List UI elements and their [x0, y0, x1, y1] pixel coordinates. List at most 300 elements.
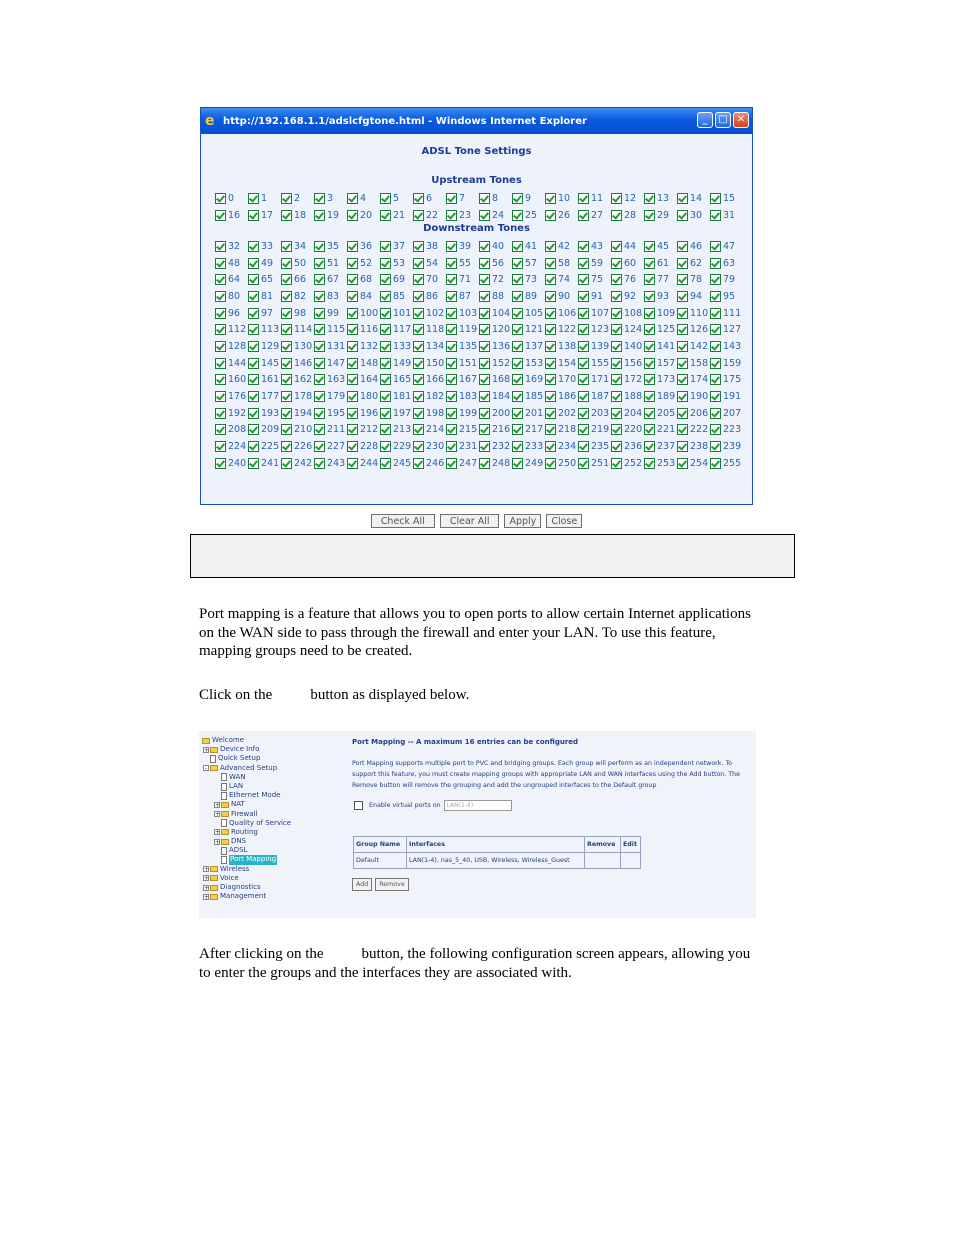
- tone-checkbox-238[interactable]: [677, 441, 688, 452]
- tree-item-management[interactable]: [202, 892, 291, 901]
- tone-checkbox-218[interactable]: [545, 424, 556, 435]
- tone-checkbox-191[interactable]: [710, 391, 721, 402]
- tone-checkbox-37[interactable]: [380, 241, 391, 252]
- tone-checkbox-103[interactable]: [446, 308, 457, 319]
- tone-checkbox-30[interactable]: [677, 210, 688, 221]
- tree-item-dns[interactable]: [202, 837, 291, 846]
- tone-170[interactable]: [545, 372, 578, 389]
- tone-36[interactable]: [347, 238, 380, 255]
- tone-186[interactable]: [545, 388, 578, 405]
- tone-239[interactable]: [710, 438, 743, 455]
- tone-checkbox-1[interactable]: [248, 193, 259, 204]
- tone-checkbox-163[interactable]: [314, 374, 325, 385]
- tone-58[interactable]: [545, 255, 578, 272]
- tone-checkbox-195[interactable]: [314, 408, 325, 419]
- tone-checkbox-79[interactable]: [710, 274, 721, 285]
- tone-checkbox-112[interactable]: [215, 324, 226, 335]
- tone-210[interactable]: [281, 422, 314, 439]
- tone-49[interactable]: [248, 255, 281, 272]
- tone-197[interactable]: [380, 405, 413, 422]
- tone-103[interactable]: [446, 305, 479, 322]
- tone-77[interactable]: [644, 271, 677, 288]
- clear-all-button[interactable]: Clear All: [440, 514, 500, 528]
- tone-169[interactable]: [512, 372, 545, 389]
- tone-checkbox-155[interactable]: [578, 358, 589, 369]
- expand-icon[interactable]: +: [215, 838, 221, 846]
- tone-16[interactable]: [215, 207, 248, 224]
- tone-checkbox-160[interactable]: [215, 374, 226, 385]
- tone-222[interactable]: [677, 422, 710, 439]
- tone-230[interactable]: [413, 438, 446, 455]
- tone-209[interactable]: [248, 422, 281, 439]
- tone-102[interactable]: [413, 305, 446, 322]
- apply-button[interactable]: Apply: [504, 514, 541, 528]
- tone-checkbox-182[interactable]: [413, 391, 424, 402]
- tone-158[interactable]: [677, 355, 710, 372]
- tone-checkbox-157[interactable]: [644, 358, 655, 369]
- tone-checkbox-9[interactable]: [512, 193, 523, 204]
- tone-checkbox-151[interactable]: [446, 358, 457, 369]
- tone-107[interactable]: [578, 305, 611, 322]
- tone-231[interactable]: [446, 438, 479, 455]
- tone-checkbox-224[interactable]: [215, 441, 226, 452]
- tone-checkbox-235[interactable]: [578, 441, 589, 452]
- tone-checkbox-44[interactable]: [611, 241, 622, 252]
- tone-checkbox-161[interactable]: [248, 374, 259, 385]
- tone-30[interactable]: [677, 207, 710, 224]
- tone-43[interactable]: [578, 238, 611, 255]
- tone-checkbox-217[interactable]: [512, 424, 523, 435]
- tone-checkbox-213[interactable]: [380, 424, 391, 435]
- tone-checkbox-13[interactable]: [644, 193, 655, 204]
- tone-193[interactable]: [248, 405, 281, 422]
- tone-checkbox-236[interactable]: [611, 441, 622, 452]
- tone-checkbox-113[interactable]: [248, 324, 259, 335]
- tone-checkbox-198[interactable]: [413, 408, 424, 419]
- tone-checkbox-199[interactable]: [446, 408, 457, 419]
- tone-251[interactable]: [578, 455, 611, 472]
- tone-54[interactable]: [413, 255, 446, 272]
- tone-109[interactable]: [644, 305, 677, 322]
- tone-checkbox-8[interactable]: [479, 193, 490, 204]
- tone-checkbox-14[interactable]: [677, 193, 688, 204]
- remove-button[interactable]: Remove: [375, 878, 409, 891]
- tone-226[interactable]: [281, 438, 314, 455]
- tone-checkbox-249[interactable]: [512, 458, 523, 469]
- tone-162[interactable]: [281, 372, 314, 389]
- tone-checkbox-230[interactable]: [413, 441, 424, 452]
- tone-45[interactable]: [644, 238, 677, 255]
- tone-checkbox-210[interactable]: [281, 424, 292, 435]
- expand-icon[interactable]: +: [204, 866, 210, 874]
- tone-checkbox-234[interactable]: [545, 441, 556, 452]
- tone-checkbox-250[interactable]: [545, 458, 556, 469]
- tone-checkbox-131[interactable]: [314, 341, 325, 352]
- tone-checkbox-56[interactable]: [479, 258, 490, 269]
- tone-156[interactable]: [611, 355, 644, 372]
- tone-checkbox-114[interactable]: [281, 324, 292, 335]
- tone-checkbox-57[interactable]: [512, 258, 523, 269]
- tone-47[interactable]: [710, 238, 743, 255]
- tone-195[interactable]: [314, 405, 347, 422]
- tone-checkbox-90[interactable]: [545, 291, 556, 302]
- tone-checkbox-71[interactable]: [446, 274, 457, 285]
- expand-icon[interactable]: +: [204, 884, 210, 892]
- tone-checkbox-23[interactable]: [446, 210, 457, 221]
- tone-126[interactable]: [677, 321, 710, 338]
- tone-137[interactable]: [512, 338, 545, 355]
- tone-188[interactable]: [611, 388, 644, 405]
- tone-checkbox-223[interactable]: [710, 424, 721, 435]
- tone-checkbox-28[interactable]: [611, 210, 622, 221]
- tone-9[interactable]: [512, 190, 545, 207]
- tone-199[interactable]: [446, 405, 479, 422]
- tone-118[interactable]: [413, 321, 446, 338]
- tone-99[interactable]: [314, 305, 347, 322]
- tone-checkbox-134[interactable]: [413, 341, 424, 352]
- tone-61[interactable]: [644, 255, 677, 272]
- tone-25[interactable]: [512, 207, 545, 224]
- tone-checkbox-190[interactable]: [677, 391, 688, 402]
- tone-160[interactable]: [215, 372, 248, 389]
- tone-checkbox-143[interactable]: [710, 341, 721, 352]
- tone-checkbox-179[interactable]: [314, 391, 325, 402]
- tone-checkbox-162[interactable]: [281, 374, 292, 385]
- tone-22[interactable]: [413, 207, 446, 224]
- tone-checkbox-77[interactable]: [644, 274, 655, 285]
- tone-48[interactable]: [215, 255, 248, 272]
- tone-81[interactable]: [248, 288, 281, 305]
- tone-119[interactable]: [446, 321, 479, 338]
- tone-237[interactable]: [644, 438, 677, 455]
- tree-item-adsl[interactable]: [202, 846, 291, 855]
- tone-205[interactable]: [644, 405, 677, 422]
- tone-checkbox-3[interactable]: [314, 193, 325, 204]
- tone-219[interactable]: [578, 422, 611, 439]
- tone-154[interactable]: [545, 355, 578, 372]
- tone-100[interactable]: [347, 305, 380, 322]
- tone-223[interactable]: [710, 422, 743, 439]
- tree-item-firewall[interactable]: [202, 810, 291, 819]
- tone-127[interactable]: [710, 321, 743, 338]
- tone-checkbox-133[interactable]: [380, 341, 391, 352]
- tone-63[interactable]: [710, 255, 743, 272]
- tone-checkbox-138[interactable]: [545, 341, 556, 352]
- tone-56[interactable]: [479, 255, 512, 272]
- tone-254[interactable]: [677, 455, 710, 472]
- tone-68[interactable]: [347, 271, 380, 288]
- tone-218[interactable]: [545, 422, 578, 439]
- tone-checkbox-61[interactable]: [644, 258, 655, 269]
- tone-checkbox-149[interactable]: [380, 358, 391, 369]
- tone-checkbox-122[interactable]: [545, 324, 556, 335]
- tone-35[interactable]: [314, 238, 347, 255]
- tone-checkbox-231[interactable]: [446, 441, 457, 452]
- expand-icon[interactable]: +: [215, 801, 221, 809]
- tone-65[interactable]: [248, 271, 281, 288]
- tone-checkbox-118[interactable]: [413, 324, 424, 335]
- tone-15[interactable]: [710, 190, 743, 207]
- tone-132[interactable]: [347, 338, 380, 355]
- tone-148[interactable]: [347, 355, 380, 372]
- tone-229[interactable]: [380, 438, 413, 455]
- tone-26[interactable]: [545, 207, 578, 224]
- tone-105[interactable]: [512, 305, 545, 322]
- expand-icon[interactable]: +: [215, 829, 221, 837]
- tone-checkbox-170[interactable]: [545, 374, 556, 385]
- tone-29[interactable]: [644, 207, 677, 224]
- tone-checkbox-99[interactable]: [314, 308, 325, 319]
- tone-checkbox-101[interactable]: [380, 308, 391, 319]
- tone-3[interactable]: [314, 190, 347, 207]
- tone-checkbox-144[interactable]: [215, 358, 226, 369]
- tone-checkbox-68[interactable]: [347, 274, 358, 285]
- tone-checkbox-168[interactable]: [479, 374, 490, 385]
- tone-235[interactable]: [578, 438, 611, 455]
- tone-checkbox-233[interactable]: [512, 441, 523, 452]
- tone-89[interactable]: [512, 288, 545, 305]
- tone-checkbox-153[interactable]: [512, 358, 523, 369]
- tone-checkbox-15[interactable]: [710, 193, 721, 204]
- tone-checkbox-172[interactable]: [611, 374, 622, 385]
- tone-64[interactable]: [215, 271, 248, 288]
- tree-item-welcome[interactable]: [202, 736, 291, 745]
- tone-28[interactable]: [611, 207, 644, 224]
- tone-checkbox-95[interactable]: [710, 291, 721, 302]
- expand-icon[interactable]: +: [215, 811, 221, 819]
- tone-checkbox-18[interactable]: [281, 210, 292, 221]
- tone-checkbox-20[interactable]: [347, 210, 358, 221]
- tone-144[interactable]: [215, 355, 248, 372]
- tone-checkbox-127[interactable]: [710, 324, 721, 335]
- tone-checkbox-58[interactable]: [545, 258, 556, 269]
- tone-91[interactable]: [578, 288, 611, 305]
- expand-icon[interactable]: -: [204, 765, 208, 773]
- tone-149[interactable]: [380, 355, 413, 372]
- tone-244[interactable]: [347, 455, 380, 472]
- tone-142[interactable]: [677, 338, 710, 355]
- tree-item-quality-of-service[interactable]: [202, 819, 291, 828]
- tone-140[interactable]: [611, 338, 644, 355]
- tone-checkbox-203[interactable]: [578, 408, 589, 419]
- tone-83[interactable]: [314, 288, 347, 305]
- tone-27[interactable]: [578, 207, 611, 224]
- tone-32[interactable]: [215, 238, 248, 255]
- tree-item-routing[interactable]: [202, 828, 291, 837]
- tone-78[interactable]: [677, 271, 710, 288]
- tone-152[interactable]: [479, 355, 512, 372]
- tone-147[interactable]: [314, 355, 347, 372]
- tone-checkbox-219[interactable]: [578, 424, 589, 435]
- tone-164[interactable]: [347, 372, 380, 389]
- tone-220[interactable]: [611, 422, 644, 439]
- tone-71[interactable]: [446, 271, 479, 288]
- tone-116[interactable]: [347, 321, 380, 338]
- tone-14[interactable]: [677, 190, 710, 207]
- tone-7[interactable]: [446, 190, 479, 207]
- tone-checkbox-176[interactable]: [215, 391, 226, 402]
- tone-114[interactable]: [281, 321, 314, 338]
- tone-203[interactable]: [578, 405, 611, 422]
- tone-98[interactable]: [281, 305, 314, 322]
- tone-243[interactable]: [314, 455, 347, 472]
- tone-233[interactable]: [512, 438, 545, 455]
- tone-checkbox-75[interactable]: [578, 274, 589, 285]
- tone-checkbox-187[interactable]: [578, 391, 589, 402]
- tone-39[interactable]: [446, 238, 479, 255]
- tone-252[interactable]: [611, 455, 644, 472]
- tone-38[interactable]: [413, 238, 446, 255]
- tone-checkbox-94[interactable]: [677, 291, 688, 302]
- tone-checkbox-156[interactable]: [611, 358, 622, 369]
- tone-checkbox-45[interactable]: [644, 241, 655, 252]
- tone-151[interactable]: [446, 355, 479, 372]
- tone-checkbox-96[interactable]: [215, 308, 226, 319]
- tone-161[interactable]: [248, 372, 281, 389]
- tone-checkbox-148[interactable]: [347, 358, 358, 369]
- tone-checkbox-145[interactable]: [248, 358, 259, 369]
- tone-checkbox-171[interactable]: [578, 374, 589, 385]
- tone-246[interactable]: [413, 455, 446, 472]
- tone-24[interactable]: [479, 207, 512, 224]
- tone-checkbox-104[interactable]: [479, 308, 490, 319]
- tone-202[interactable]: [545, 405, 578, 422]
- tone-checkbox-209[interactable]: [248, 424, 259, 435]
- tone-checkbox-167[interactable]: [446, 374, 457, 385]
- tone-157[interactable]: [644, 355, 677, 372]
- tone-checkbox-139[interactable]: [578, 341, 589, 352]
- tone-130[interactable]: [281, 338, 314, 355]
- tone-96[interactable]: [215, 305, 248, 322]
- tone-checkbox-110[interactable]: [677, 308, 688, 319]
- tone-2[interactable]: [281, 190, 314, 207]
- tone-checkbox-215[interactable]: [446, 424, 457, 435]
- tone-checkbox-4[interactable]: [347, 193, 358, 204]
- tone-checkbox-205[interactable]: [644, 408, 655, 419]
- close-icon[interactable]: ✕: [733, 112, 749, 128]
- tone-72[interactable]: [479, 271, 512, 288]
- tone-75[interactable]: [578, 271, 611, 288]
- tone-163[interactable]: [314, 372, 347, 389]
- tone-checkbox-48[interactable]: [215, 258, 226, 269]
- expand-icon[interactable]: +: [204, 893, 210, 901]
- expand-icon[interactable]: +: [204, 746, 210, 754]
- tone-215[interactable]: [446, 422, 479, 439]
- tone-94[interactable]: [677, 288, 710, 305]
- tone-74[interactable]: [545, 271, 578, 288]
- tone-checkbox-185[interactable]: [512, 391, 523, 402]
- tone-176[interactable]: [215, 388, 248, 405]
- tone-10[interactable]: [545, 190, 578, 207]
- tone-checkbox-216[interactable]: [479, 424, 490, 435]
- tone-checkbox-174[interactable]: [677, 374, 688, 385]
- tone-88[interactable]: [479, 288, 512, 305]
- tone-checkbox-150[interactable]: [413, 358, 424, 369]
- tone-checkbox-227[interactable]: [314, 441, 325, 452]
- tone-checkbox-239[interactable]: [710, 441, 721, 452]
- tone-165[interactable]: [380, 372, 413, 389]
- tone-checkbox-173[interactable]: [644, 374, 655, 385]
- tone-240[interactable]: [215, 455, 248, 472]
- tone-checkbox-196[interactable]: [347, 408, 358, 419]
- tree-item-wireless[interactable]: [202, 865, 291, 874]
- tone-checkbox-67[interactable]: [314, 274, 325, 285]
- tone-checkbox-100[interactable]: [347, 308, 358, 319]
- tone-46[interactable]: [677, 238, 710, 255]
- tone-90[interactable]: [545, 288, 578, 305]
- tone-166[interactable]: [413, 372, 446, 389]
- tone-checkbox-63[interactable]: [710, 258, 721, 269]
- tone-145[interactable]: [248, 355, 281, 372]
- tone-checkbox-165[interactable]: [380, 374, 391, 385]
- tone-200[interactable]: [479, 405, 512, 422]
- tone-checkbox-237[interactable]: [644, 441, 655, 452]
- tone-checkbox-225[interactable]: [248, 441, 259, 452]
- tone-189[interactable]: [644, 388, 677, 405]
- tone-checkbox-21[interactable]: [380, 210, 391, 221]
- tone-checkbox-254[interactable]: [677, 458, 688, 469]
- tone-checkbox-214[interactable]: [413, 424, 424, 435]
- tone-79[interactable]: [710, 271, 743, 288]
- tone-249[interactable]: [512, 455, 545, 472]
- tone-checkbox-74[interactable]: [545, 274, 556, 285]
- tree-item-diagnostics[interactable]: [202, 883, 291, 892]
- tone-208[interactable]: [215, 422, 248, 439]
- tone-checkbox-92[interactable]: [611, 291, 622, 302]
- tone-115[interactable]: [314, 321, 347, 338]
- tone-checkbox-51[interactable]: [314, 258, 325, 269]
- tree-item-port-mapping[interactable]: [202, 855, 291, 864]
- tone-227[interactable]: [314, 438, 347, 455]
- tone-192[interactable]: [215, 405, 248, 422]
- tone-checkbox-83[interactable]: [314, 291, 325, 302]
- tone-checkbox-39[interactable]: [446, 241, 457, 252]
- tone-checkbox-41[interactable]: [512, 241, 523, 252]
- tone-113[interactable]: [248, 321, 281, 338]
- tone-checkbox-119[interactable]: [446, 324, 457, 335]
- tone-217[interactable]: [512, 422, 545, 439]
- tone-69[interactable]: [380, 271, 413, 288]
- tone-191[interactable]: [710, 388, 743, 405]
- tone-206[interactable]: [677, 405, 710, 422]
- tone-checkbox-107[interactable]: [578, 308, 589, 319]
- tone-checkbox-175[interactable]: [710, 374, 721, 385]
- tone-checkbox-62[interactable]: [677, 258, 688, 269]
- tone-5[interactable]: [380, 190, 413, 207]
- tone-checkbox-12[interactable]: [611, 193, 622, 204]
- tone-checkbox-22[interactable]: [413, 210, 424, 221]
- tone-124[interactable]: [611, 321, 644, 338]
- tone-checkbox-132[interactable]: [347, 341, 358, 352]
- tone-37[interactable]: [380, 238, 413, 255]
- tone-checkbox-189[interactable]: [644, 391, 655, 402]
- tone-checkbox-36[interactable]: [347, 241, 358, 252]
- tone-17[interactable]: [248, 207, 281, 224]
- tone-checkbox-46[interactable]: [677, 241, 688, 252]
- tone-checkbox-232[interactable]: [479, 441, 490, 452]
- tone-134[interactable]: [413, 338, 446, 355]
- tone-52[interactable]: [347, 255, 380, 272]
- tone-84[interactable]: [347, 288, 380, 305]
- tone-checkbox-31[interactable]: [710, 210, 721, 221]
- tone-250[interactable]: [545, 455, 578, 472]
- tone-179[interactable]: [314, 388, 347, 405]
- tone-6[interactable]: [413, 190, 446, 207]
- tone-228[interactable]: [347, 438, 380, 455]
- tone-checkbox-91[interactable]: [578, 291, 589, 302]
- tone-187[interactable]: [578, 388, 611, 405]
- tone-checkbox-117[interactable]: [380, 324, 391, 335]
